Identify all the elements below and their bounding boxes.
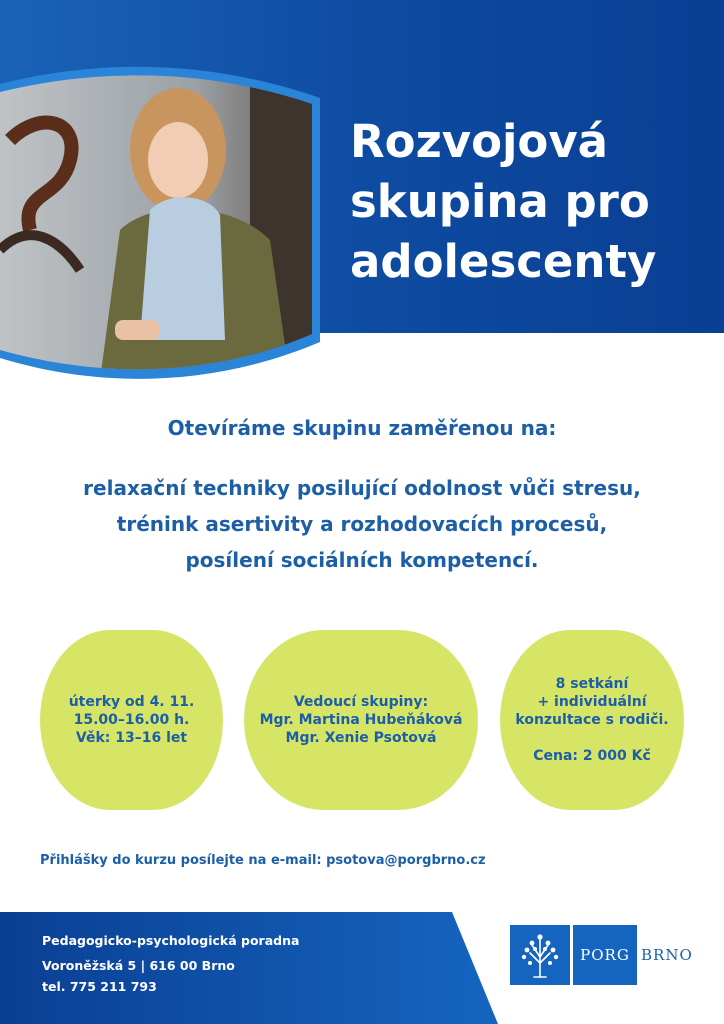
porg-logo: [510, 925, 693, 985]
schedule-line: Věk: 13–16 let: [75, 730, 188, 746]
sessions-card: [500, 630, 684, 810]
header-photo: [0, 0, 330, 380]
topics-list: [20, 470, 704, 578]
leaders-line: Mgr. Xenie Psotová: [285, 730, 437, 746]
page-title: [350, 112, 720, 292]
signup-text: Přihlášky do kurzu posílejte na e-mail: psotova@porgbrno.cz: [40, 853, 486, 868]
sessions-line: + individuální: [537, 694, 647, 710]
schedule-card: [40, 630, 223, 810]
schedule-line: 15.00–16.00 h.: [73, 712, 190, 728]
price-line: Cena: 2 000 Kč: [533, 748, 651, 764]
footer-address: Voroněžská 5 | 616 00 Brno: [42, 958, 235, 973]
title-line: adolescenty: [350, 235, 657, 288]
leaders-card: [244, 630, 478, 810]
footer-contact: [42, 930, 299, 997]
intro-heading: Otevíráme skupinu zaměřenou na:: [167, 416, 557, 440]
title-line: skupina pro: [350, 175, 650, 228]
logo-porg-text: PORG: [573, 925, 637, 985]
footer-phone: tel. 775 211 793: [42, 979, 157, 994]
sessions-line: konzultace s rodiči.: [515, 712, 669, 728]
leaders-line: Vedoucí skupiny:: [293, 694, 429, 710]
topic-item: relaxační techniky posilující odolnost vůči stresu,: [83, 476, 641, 500]
tree-icon: [510, 925, 570, 985]
sessions-line: 8 setkání: [555, 676, 629, 692]
footer-org: Pedagogicko-psychologická poradna: [42, 933, 300, 948]
logo-brno-text: BRNO: [641, 946, 693, 964]
topic-item: trénink asertivity a rozhodovacích procesů,: [116, 512, 608, 536]
schedule-line: úterky od 4. 11.: [68, 694, 195, 710]
title-line: Rozvojová: [350, 115, 609, 168]
topic-item: posílení sociálních kompetencí.: [185, 548, 539, 572]
leaders-line: Mgr. Martina Hubeňáková: [259, 712, 463, 728]
